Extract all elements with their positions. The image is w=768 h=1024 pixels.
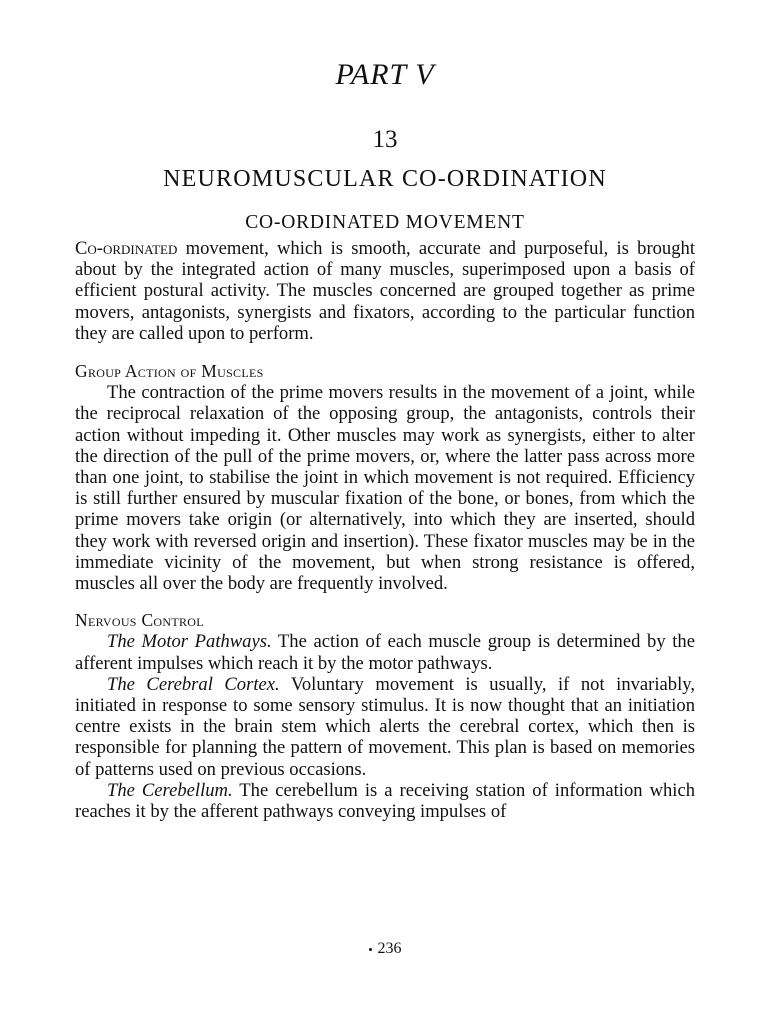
cerebral-cortex-paragraph [75,674,695,780]
motor-pathways-paragraph [75,631,695,673]
group-action-heading: Group Action of Muscles [75,361,264,382]
cerebral-cortex-text: Voluntary movement is usually, if not invariably, initiated in response to some sensory stimulus. It is now thought that an initiation centre exists in the brain stem which alerts the cerebral cortex, which then is responsible for planning the pattern of movement. This plan is based on memories of patterns used on previous occasions. [75,673,695,780]
motor-pathways-text: The action of each muscle group is determined by the afferent impulses which reach it by the motor pathways. [75,631,695,674]
folio-dot [369,948,372,951]
page-number [75,940,695,958]
chapter-title: NEUROMUSCULAR CO-ORDINATION [163,166,607,192]
section-title: CO-ORDINATED MOVEMENT [245,212,525,233]
book-page [75,0,695,1024]
nervous-control-heading: Nervous Control [75,610,204,631]
cerebellum-paragraph [75,780,695,822]
group-action-paragraph: The contraction of the prime movers results in the movement of a joint, while the reciprocal relaxation of the opposing group, the antagonists, controls their action without impeding it. Other muscles may work as synergists, either to alter the direction of the pull of the prime movers, or, where the latter pass across more than one joint, to stabilise the joint in which movement is not required. Efficiency is still further ensured by muscular fixation of the bone, or bones, from which the prime movers take origin (or alternatively, into which they are inserted, should they work with reversed origin and insertion). These fixator muscles may be in the immediate vicinity of the movement, but when strong resistance is offered, muscles all over the body are frequently involved. [75,382,695,595]
cerebral-cortex-lead: The Cerebral Cortex. [107,673,280,695]
part-title: PART V [335,58,435,91]
intro-text: movement, which is smooth, accurate and purposeful, is brought about by the integrated action of many muscles, superimposed upon a basis of efficient postural activity. The muscles concerned are grouped together as prime movers, antagonists, synergists and fixators, according to the particular function they are called upon to perform. [75,238,695,344]
motor-pathways-lead: The Motor Pathways. [107,631,272,653]
intro-paragraph [75,238,695,344]
cerebellum-lead: The Cerebellum. [107,779,233,801]
chapter-number: 13 [372,126,398,153]
body-text [75,238,695,822]
page-number-value: 236 [377,940,402,957]
cerebellum-text: The cerebellum is a receiving station of information which reaches it by the afferent pathways conveying impulses of [75,779,696,823]
intro-lead-small-caps: Co-ordinated [75,238,178,259]
